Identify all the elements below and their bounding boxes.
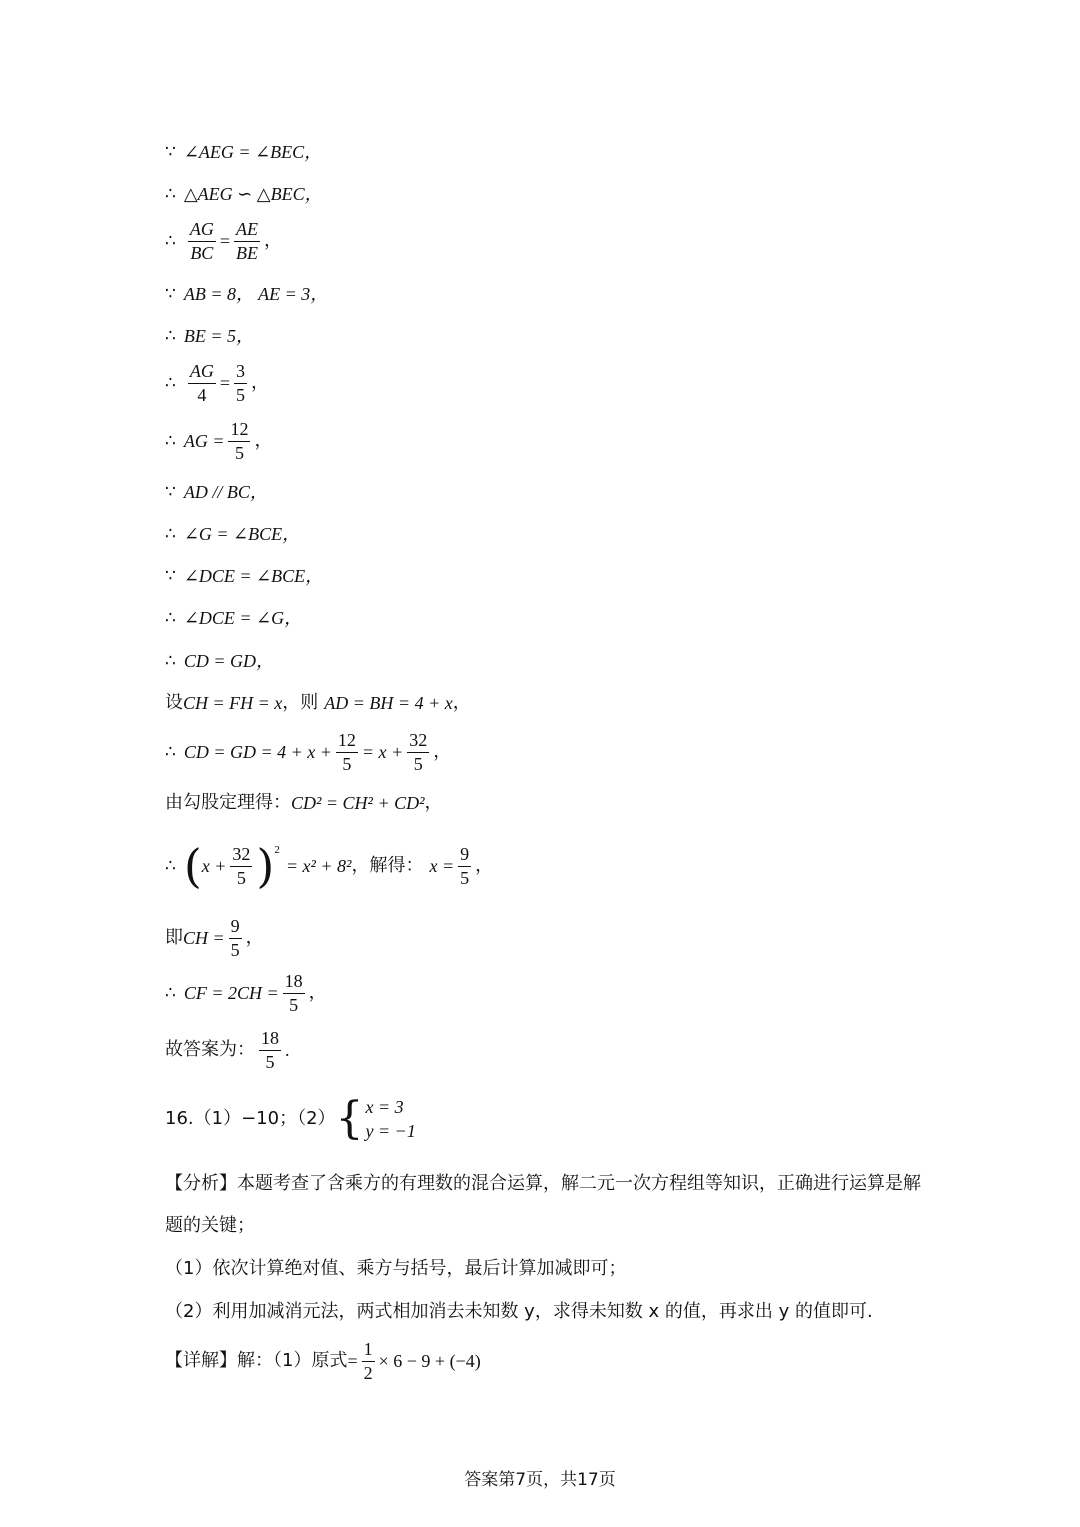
step-line-2 [165, 185, 323, 203]
numerator: 32 [407, 731, 429, 753]
fraction [228, 420, 250, 463]
step-line-4 [165, 285, 328, 303]
punct: ， [433, 741, 452, 763]
therefore-symbol: ∴ [165, 430, 176, 451]
denominator: 5 [289, 994, 299, 1015]
denominator: 5 [230, 939, 240, 960]
numerator: 9 [458, 845, 471, 867]
step-text: AB = 8， AE = 3， [183, 284, 329, 304]
step-text: x + [201, 856, 227, 876]
q16-label: 16.（1）−10；（2） [165, 1108, 336, 1129]
cn-text: 即 [165, 927, 183, 949]
analysis-step-1: （1）依次计算绝对值、乘方与括号，最后计算加减即可； [165, 1258, 627, 1279]
answer-label: 故答案为： [165, 1039, 255, 1061]
cn-text: ，则 [282, 692, 319, 713]
numerator: AG [188, 220, 216, 242]
therefore-symbol: ∴ [165, 855, 176, 876]
step-line-3 [165, 220, 282, 263]
step-line-7 [165, 420, 272, 463]
step-text: AG = [183, 431, 225, 452]
exponent: 2 [274, 844, 280, 856]
therefore-symbol: ∴ [165, 741, 176, 762]
denominator: 5 [265, 1051, 275, 1072]
fraction [230, 845, 252, 888]
because-symbol: ∵ [165, 565, 176, 586]
step-text: = x + [361, 742, 404, 763]
step-text: ∠G = ∠BCE， [183, 524, 301, 544]
denominator: BE [235, 242, 258, 263]
therefore-symbol: ∴ [165, 183, 176, 204]
equals: = [219, 373, 230, 394]
step-text: CD = GD， [183, 651, 274, 671]
numerator: 32 [230, 845, 252, 867]
step-line-6 [165, 362, 269, 405]
fraction [362, 1340, 375, 1383]
fraction [234, 220, 260, 263]
step-line-9 [165, 525, 300, 543]
step-line-5 [165, 327, 254, 345]
numerator: AG [188, 362, 216, 384]
equation-system [335, 1093, 416, 1144]
step-line-18 [165, 972, 327, 1015]
fraction [188, 220, 216, 263]
punct: ， [424, 792, 443, 813]
numerator: 18 [259, 1029, 281, 1051]
because-symbol: ∵ [165, 283, 176, 304]
punct: ， [475, 855, 494, 876]
fraction [407, 731, 429, 774]
page-footer: 答案第7页，共17页 [464, 1470, 616, 1490]
fraction [229, 917, 242, 960]
numerator: AE [234, 220, 260, 242]
step-line-16 [165, 839, 494, 893]
fraction [283, 972, 305, 1015]
step-line-17 [165, 917, 264, 960]
equals: = [219, 231, 230, 252]
step-line-13 [165, 694, 471, 712]
step-text: ∠DCE = ∠G， [183, 608, 303, 628]
q16-answer [165, 1093, 416, 1144]
step-line-14 [165, 731, 451, 774]
therefore-symbol: ∴ [165, 230, 176, 251]
therefore-symbol: ∴ [165, 523, 176, 544]
punct: ， [245, 927, 264, 949]
analysis-step-2: （2）利用加减消元法，两式相加消去未知数 y，求得未知数 x 的值，再求出 y 的值即可. [165, 1301, 873, 1322]
step-text: CD = GD = 4 + x + [183, 742, 332, 763]
step-text: CH = [183, 928, 225, 949]
punct: ， [263, 230, 282, 252]
step-text: △AEG ∽ △BEC， [183, 184, 323, 204]
cn-text: 由勾股定理得： [165, 792, 291, 813]
denominator: 5 [342, 753, 352, 774]
numerator: 9 [229, 917, 242, 939]
analysis-paragraph: 【分析】本题考查了含乘方的有理数的混合运算，解二元一次方程组等知识，正确进行运算是解题的关键； [165, 1173, 921, 1236]
step-text: x = [429, 856, 455, 876]
punct: ， [250, 372, 269, 394]
numerator: 18 [283, 972, 305, 994]
denominator: 5 [235, 384, 245, 405]
fraction [259, 1029, 281, 1072]
step-text: CF = 2CH = [183, 983, 279, 1004]
step-math: CH = FH = x [183, 693, 283, 713]
therefore-symbol: ∴ [165, 325, 176, 346]
numerator: 1 [362, 1340, 375, 1362]
right-paren: ) [256, 839, 275, 893]
numerator: 12 [228, 420, 250, 442]
step-line-1 [165, 143, 322, 161]
cn-text: 设 [165, 692, 183, 713]
fraction [188, 362, 216, 405]
step-text: = x² + 8² [285, 856, 352, 876]
fraction [458, 845, 471, 888]
therefore-symbol: ∴ [165, 372, 176, 393]
left-brace: { [335, 1093, 364, 1144]
step-line-15 [165, 794, 443, 812]
numerator: 12 [336, 731, 358, 753]
step-text: ∠DCE = ∠BCE， [183, 566, 324, 586]
denominator: 5 [236, 867, 246, 888]
denominator: 2 [363, 1362, 373, 1383]
denominator: 4 [197, 384, 207, 405]
step-text: BE = 5， [183, 326, 254, 346]
fraction [336, 731, 358, 774]
expression: × 6 − 9 + (−4) [378, 1351, 481, 1372]
punct: . [285, 1040, 290, 1061]
detail-line [165, 1340, 481, 1383]
punct: ， [308, 982, 327, 1004]
system-row-1: x = 3 [365, 1097, 404, 1117]
therefore-symbol: ∴ [165, 650, 176, 671]
therefore-symbol: ∴ [165, 982, 176, 1003]
step-math: AD = BH = 4 + x [324, 693, 453, 713]
step-text: AD // BC， [183, 482, 268, 502]
step-line-19 [165, 1029, 290, 1072]
step-line-10 [165, 567, 323, 585]
step-line-12 [165, 652, 274, 670]
denominator: 5 [413, 753, 423, 774]
fraction [234, 362, 247, 405]
step-line-11 [165, 609, 302, 627]
punct: ， [452, 692, 471, 713]
system-row-2: y = −1 [365, 1121, 416, 1141]
step-line-8 [165, 483, 268, 501]
step-text: ∠AEG = ∠BEC， [183, 142, 323, 162]
numerator: 3 [234, 362, 247, 384]
equals: = [347, 1351, 358, 1372]
denominator: 5 [460, 867, 470, 888]
parenthesized-expression [183, 839, 280, 893]
cn-text: ，解得： [351, 855, 424, 876]
because-symbol: ∵ [165, 481, 176, 502]
therefore-symbol: ∴ [165, 607, 176, 628]
step-math: CD² = CH² + CD² [291, 793, 425, 813]
because-symbol: ∵ [165, 141, 176, 162]
detail-label: 【详解】解：（1）原式 [165, 1350, 348, 1372]
punct: ， [254, 430, 273, 452]
denominator: 5 [234, 442, 244, 463]
left-paren: ( [183, 839, 202, 893]
denominator: BC [190, 242, 214, 263]
